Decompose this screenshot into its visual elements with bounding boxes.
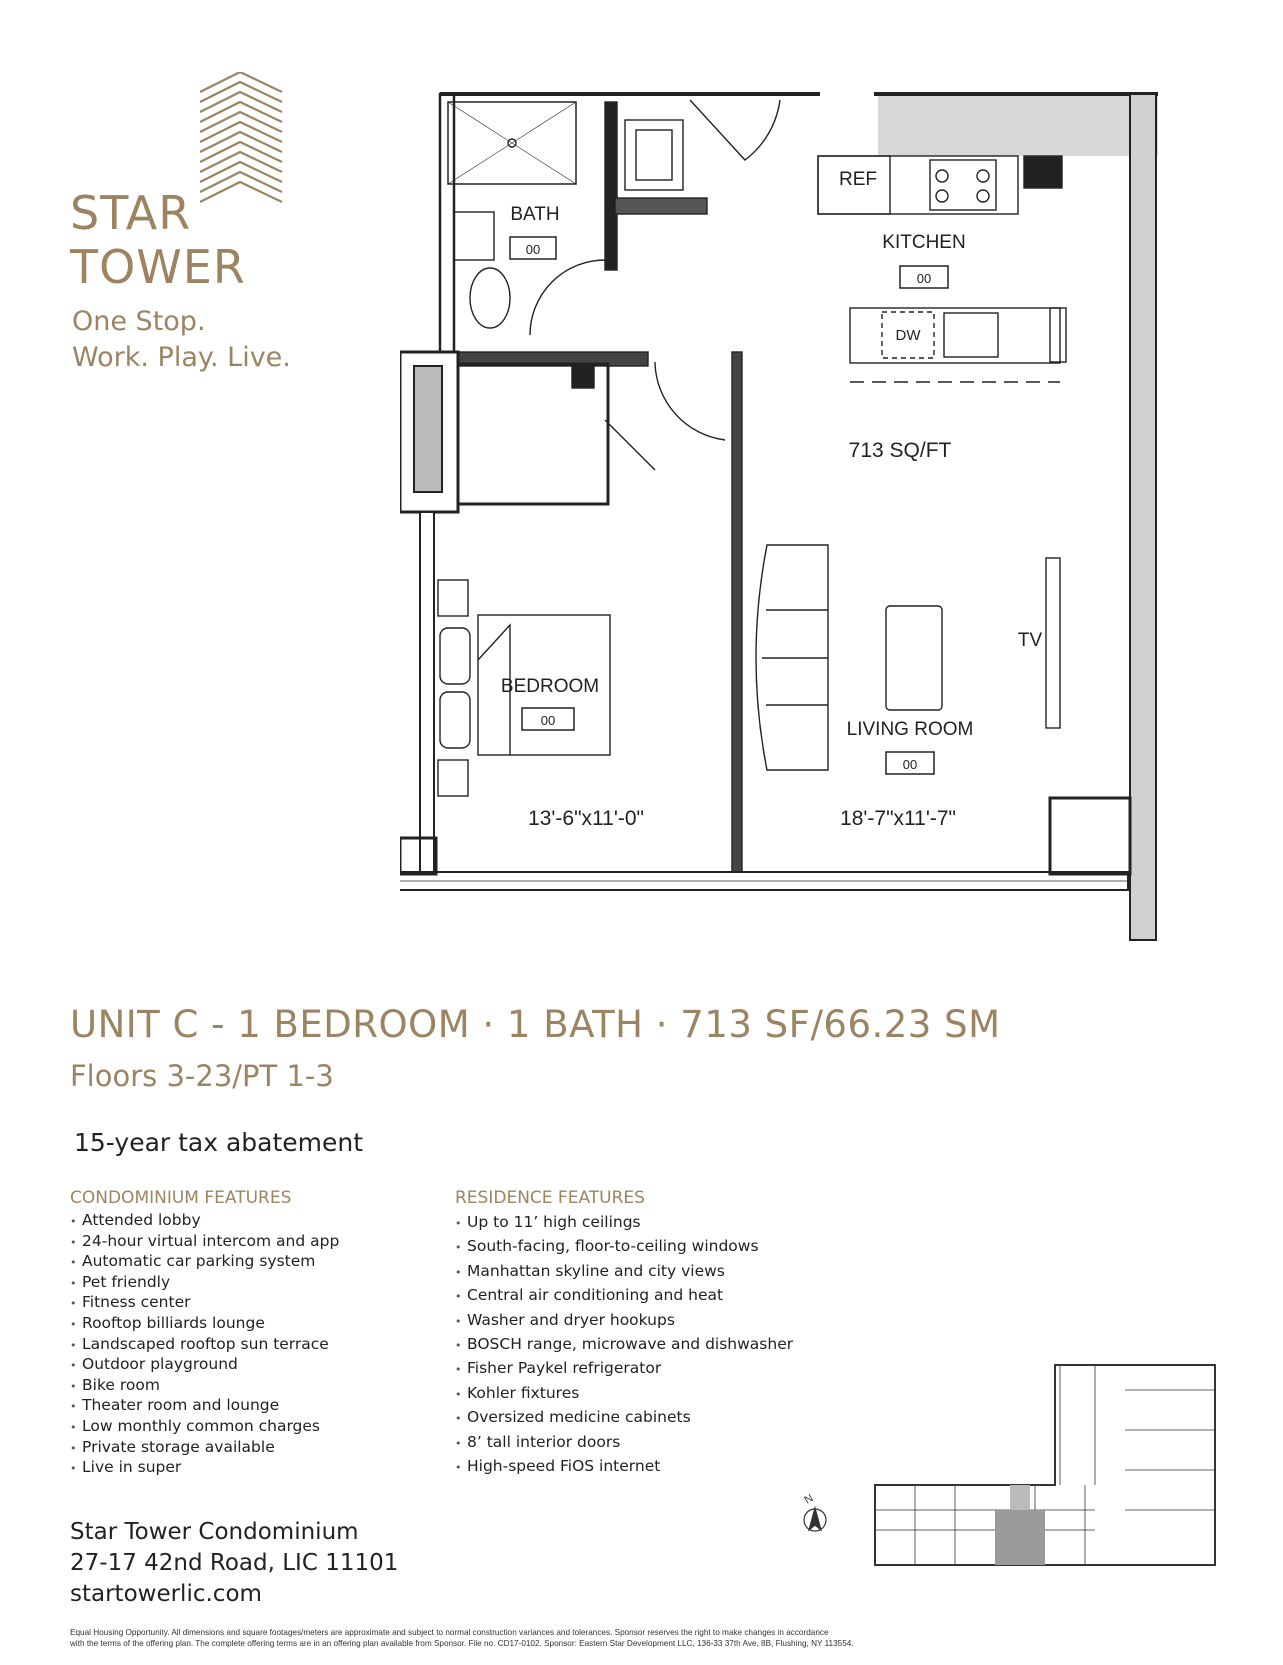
brand-name-line2: TOWER — [70, 240, 246, 294]
list-item: • Attended lobby — [70, 1210, 339, 1231]
window-frame — [1050, 308, 1066, 362]
bedroom-label: BEDROOM — [500, 676, 600, 697]
list-item: • Live in super — [70, 1457, 339, 1478]
key-plan — [795, 1360, 1225, 1580]
bedroom-door-swing — [655, 362, 725, 440]
condo-features — [70, 1188, 339, 1478]
website-link[interactable]: startowerlic.com — [70, 1581, 262, 1607]
list-item: • Automatic car parking system — [70, 1251, 339, 1272]
tv-console — [1046, 558, 1060, 728]
east-column — [1130, 94, 1156, 940]
pillow — [440, 628, 470, 684]
list-item: • Pet friendly — [70, 1272, 339, 1293]
bedroom-west-wall — [420, 512, 434, 872]
dw-label: DW — [895, 327, 921, 344]
disclaimer-line2: with the terms of the offering plan. The complete offering terms are in an offering plan available from Sponsor. File no. CD17-0102. Sponsor: Eastern Star Development LLC, 136-33 37th Ave, 8B, Flushing, NY 113554. — [70, 1639, 854, 1648]
list-item: • High-speed FiOS internet — [455, 1454, 793, 1478]
list-item: • Bike room — [70, 1375, 339, 1396]
disclaimer-line1: Equal Housing Opportunity. All dimensions and square footages/meters are approximate and subject to normal construction variances and tolerances. Sponsor reserves the right to make changes in accordance — [70, 1628, 829, 1637]
list-item: • South-facing, floor-to-ceiling windows — [455, 1234, 793, 1258]
brand-tagline — [72, 304, 291, 376]
list-item: • Outdoor playground — [70, 1354, 339, 1375]
floor-plan — [400, 80, 1200, 950]
living-room-label: LIVING ROOM — [846, 719, 974, 740]
list-item: • Washer and dryer hookups — [455, 1308, 793, 1332]
list-item: • Private storage available — [70, 1437, 339, 1458]
coffee-table — [886, 606, 942, 710]
bedroom-dims: 13'-6"x11'-0" — [528, 807, 644, 830]
area-label: 713 SQ/FT — [848, 439, 952, 462]
north-label: N — [802, 1492, 816, 1507]
bath-sink — [454, 212, 494, 260]
condo-features-heading: CONDOMINIUM FEATURES — [70, 1188, 292, 1208]
entry-door-swing — [690, 100, 780, 160]
kitchen-label: KITCHEN — [882, 232, 966, 253]
nightstand — [438, 580, 468, 616]
list-item: • 24-hour virtual intercom and app — [70, 1231, 339, 1252]
list-item: • BOSCH range, microwave and dishwasher — [455, 1332, 793, 1356]
pillow — [440, 692, 470, 748]
bath-tag: 00 — [525, 242, 541, 257]
living-room-tag: 00 — [902, 757, 918, 772]
list-item: • Landscaped rooftop sun terrace — [70, 1334, 339, 1355]
se-column — [1050, 798, 1130, 874]
unit-highlight — [995, 1510, 1045, 1565]
list-item: • Oversized medicine cabinets — [455, 1405, 793, 1429]
kitchen-sink — [944, 313, 998, 357]
unit-title: UNIT C - 1 BEDROOM · 1 BATH · 713 SF/66.23 SM — [70, 1003, 1001, 1046]
range — [930, 160, 996, 210]
brand-name-line1: STAR — [70, 186, 192, 240]
list-item: • Kohler fixtures — [455, 1381, 793, 1405]
kitchen-column — [1024, 156, 1062, 188]
list-item: • Low monthly common charges — [70, 1416, 339, 1437]
brand-name — [70, 186, 246, 294]
closet-wall — [615, 198, 707, 214]
bedroom-tag: 00 — [540, 713, 556, 728]
list-item: • Manhattan skyline and city views — [455, 1259, 793, 1283]
address-block — [70, 1517, 398, 1610]
kitchen-soffit — [878, 96, 1158, 156]
address-line2: 27-17 42nd Road, LIC 11101 — [70, 1550, 399, 1576]
list-item: • 8’ tall interior doors — [455, 1430, 793, 1454]
disclaimer — [70, 1627, 1010, 1649]
kitchen-tag: 00 — [916, 271, 932, 286]
duct-icon — [572, 366, 594, 388]
living-room-dims: 18'-7"x11'-7" — [840, 807, 956, 830]
toilet-icon — [470, 268, 510, 328]
list-item: • Fitness center — [70, 1292, 339, 1313]
nightstand — [438, 760, 468, 796]
unit-floors: Floors 3-23/PT 1-3 — [70, 1059, 334, 1093]
bath-label: BATH — [510, 204, 560, 225]
tv-label: TV — [1017, 630, 1043, 651]
bath-door-swing — [530, 260, 605, 335]
list-item: • Fisher Paykel refrigerator — [455, 1356, 793, 1380]
residence-features-heading: RESIDENCE FEATURES — [455, 1188, 645, 1208]
ref-label: REF — [839, 169, 877, 190]
bath-wall-east — [605, 102, 617, 270]
list-item: • Up to 11’ high ceilings — [455, 1210, 793, 1234]
address-line1: Star Tower Condominium — [70, 1519, 359, 1545]
closet-door — [605, 420, 655, 470]
tagline-line1: One Stop. — [72, 306, 206, 337]
list-item: • Central air conditioning and heat — [455, 1283, 793, 1307]
tax-abatement: 15-year tax abatement — [74, 1128, 364, 1157]
tagline-line2: Work. Play. Live. — [72, 342, 291, 373]
list-item: • Rooftop billiards lounge — [70, 1313, 339, 1334]
residence-features — [455, 1188, 793, 1478]
list-item: • Theater room and lounge — [70, 1395, 339, 1416]
bedroom-living-wall — [732, 352, 742, 872]
